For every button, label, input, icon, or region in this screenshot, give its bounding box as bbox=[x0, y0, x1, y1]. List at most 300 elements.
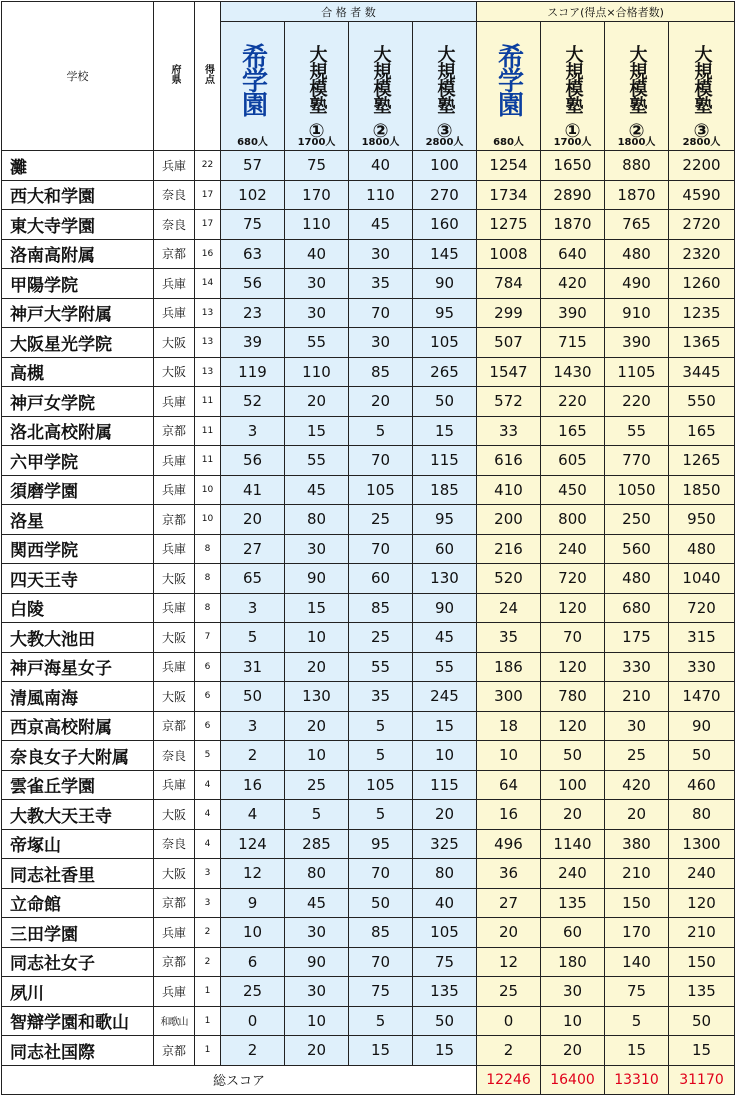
score-value: 20 bbox=[541, 1036, 605, 1066]
passers-count: 119 bbox=[221, 357, 285, 387]
points: 4 bbox=[195, 770, 221, 800]
score-value: 120 bbox=[541, 652, 605, 682]
score-value: 10 bbox=[477, 741, 541, 771]
prefecture: 京都 bbox=[154, 711, 195, 741]
passers-count: 35 bbox=[349, 269, 413, 299]
score-value: 1734 bbox=[477, 180, 541, 210]
column-number: ③ bbox=[436, 120, 453, 142]
passers-count: 45 bbox=[349, 210, 413, 240]
prefecture: 兵庫 bbox=[154, 770, 195, 800]
passers-count: 5 bbox=[221, 623, 285, 653]
score-value: 1850 bbox=[669, 475, 735, 505]
score-value: 135 bbox=[669, 977, 735, 1007]
table-row bbox=[2, 446, 735, 476]
score-value: 240 bbox=[669, 859, 735, 889]
table-row bbox=[2, 239, 735, 269]
prefecture: 奈良 bbox=[154, 829, 195, 859]
score-value: 15 bbox=[605, 1036, 669, 1066]
table-row bbox=[2, 269, 735, 299]
school-name: 帝塚山 bbox=[2, 829, 154, 859]
score-value: 186 bbox=[477, 652, 541, 682]
score-value: 420 bbox=[541, 269, 605, 299]
prefecture: 奈良 bbox=[154, 180, 195, 210]
score-column-header-1 bbox=[541, 22, 605, 151]
table-row bbox=[2, 151, 735, 181]
score-value: 480 bbox=[605, 239, 669, 269]
school-name: 灘 bbox=[2, 151, 154, 181]
passers-count: 5 bbox=[349, 741, 413, 771]
table-row bbox=[2, 505, 735, 535]
score-value: 1235 bbox=[669, 298, 735, 328]
prefecture: 兵庫 bbox=[154, 652, 195, 682]
prefecture: 兵庫 bbox=[154, 918, 195, 948]
school-name: 洛南高附属 bbox=[2, 239, 154, 269]
points: 4 bbox=[195, 829, 221, 859]
score-value: 50 bbox=[669, 741, 735, 771]
score-value: 550 bbox=[669, 387, 735, 417]
score-value: 572 bbox=[477, 387, 541, 417]
column-student-count: 1800人 bbox=[361, 137, 400, 148]
score-value: 250 bbox=[605, 505, 669, 535]
header-score-group: スコア(得点×合格者数) bbox=[477, 2, 735, 22]
score-value: 216 bbox=[477, 534, 541, 564]
score-value: 36 bbox=[477, 859, 541, 889]
score-value: 0 bbox=[477, 1006, 541, 1036]
passers-count: 40 bbox=[285, 239, 349, 269]
passers-count: 3 bbox=[221, 416, 285, 446]
passers-count: 245 bbox=[413, 682, 477, 712]
prefecture: 和歌山 bbox=[154, 1006, 195, 1036]
score-value: 715 bbox=[541, 328, 605, 358]
passers-count: 5 bbox=[285, 800, 349, 830]
passers-count: 52 bbox=[221, 387, 285, 417]
passers-count: 30 bbox=[349, 328, 413, 358]
passers-count: 90 bbox=[285, 564, 349, 594]
score-value: 1260 bbox=[669, 269, 735, 299]
total-score-large1: 16400 bbox=[541, 1065, 605, 1094]
prefecture: 兵庫 bbox=[154, 151, 195, 181]
score-value: 64 bbox=[477, 770, 541, 800]
passers-count: 185 bbox=[413, 475, 477, 505]
score-value: 1105 bbox=[605, 357, 669, 387]
passers-count: 56 bbox=[221, 446, 285, 476]
school-name: 立命館 bbox=[2, 888, 154, 918]
passers-count: 325 bbox=[413, 829, 477, 859]
prefecture: 大阪 bbox=[154, 328, 195, 358]
points: 3 bbox=[195, 888, 221, 918]
points: 14 bbox=[195, 269, 221, 299]
passers-count: 135 bbox=[413, 977, 477, 1007]
points: 6 bbox=[195, 711, 221, 741]
prefecture: 兵庫 bbox=[154, 269, 195, 299]
passers-count: 95 bbox=[413, 298, 477, 328]
column-name: 大規模塾 bbox=[626, 45, 648, 113]
score-value: 1870 bbox=[541, 210, 605, 240]
passers-count: 0 bbox=[221, 1006, 285, 1036]
passers-count: 110 bbox=[285, 357, 349, 387]
prefecture: 兵庫 bbox=[154, 298, 195, 328]
passers-count: 3 bbox=[221, 711, 285, 741]
school-name: 西京高校附属 bbox=[2, 711, 154, 741]
passers-count: 9 bbox=[221, 888, 285, 918]
passers-count: 115 bbox=[413, 446, 477, 476]
school-name: 洛北高校附属 bbox=[2, 416, 154, 446]
score-value: 1140 bbox=[541, 829, 605, 859]
passers-count: 63 bbox=[221, 239, 285, 269]
table-row bbox=[2, 475, 735, 505]
table-row bbox=[2, 888, 735, 918]
column-student-count: 680人 bbox=[493, 137, 524, 148]
passers-count: 90 bbox=[285, 947, 349, 977]
column-name: 希学園 bbox=[237, 43, 268, 115]
points: 1 bbox=[195, 1006, 221, 1036]
prefecture: 京都 bbox=[154, 416, 195, 446]
passers-count: 130 bbox=[413, 564, 477, 594]
column-number: ① bbox=[308, 120, 325, 142]
passers-count: 15 bbox=[413, 416, 477, 446]
passers-count: 30 bbox=[349, 239, 413, 269]
passers-count: 3 bbox=[221, 593, 285, 623]
passers-count: 105 bbox=[413, 328, 477, 358]
points: 16 bbox=[195, 239, 221, 269]
score-value: 300 bbox=[477, 682, 541, 712]
score-value: 210 bbox=[605, 682, 669, 712]
column-student-count: 680人 bbox=[237, 137, 268, 148]
column-student-count: 1800人 bbox=[617, 137, 656, 148]
passers-count: 45 bbox=[413, 623, 477, 653]
points: 11 bbox=[195, 446, 221, 476]
score-value: 450 bbox=[541, 475, 605, 505]
points: 13 bbox=[195, 357, 221, 387]
total-score-nozomi: 12246 bbox=[477, 1065, 541, 1094]
points: 2 bbox=[195, 947, 221, 977]
school-name: 神戸女学院 bbox=[2, 387, 154, 417]
table-row bbox=[2, 357, 735, 387]
score-value: 315 bbox=[669, 623, 735, 653]
school-name: 同志社女子 bbox=[2, 947, 154, 977]
school-name: 白陵 bbox=[2, 593, 154, 623]
score-value: 220 bbox=[605, 387, 669, 417]
column-name: 大規模塾 bbox=[562, 45, 584, 113]
school-name: 六甲学院 bbox=[2, 446, 154, 476]
school-name: 夙川 bbox=[2, 977, 154, 1007]
passers-count: 20 bbox=[285, 387, 349, 417]
prefecture: 兵庫 bbox=[154, 446, 195, 476]
score-value: 50 bbox=[669, 1006, 735, 1036]
score-value: 680 bbox=[605, 593, 669, 623]
score-value: 30 bbox=[541, 977, 605, 1007]
passers-count: 10 bbox=[285, 741, 349, 771]
passers-count: 35 bbox=[349, 682, 413, 712]
prefecture: 大阪 bbox=[154, 682, 195, 712]
school-name: 大教大天王寺 bbox=[2, 800, 154, 830]
score-value: 390 bbox=[605, 328, 669, 358]
score-value: 1470 bbox=[669, 682, 735, 712]
total-score-large3: 31170 bbox=[669, 1065, 735, 1094]
score-value: 605 bbox=[541, 446, 605, 476]
passers-count: 70 bbox=[349, 298, 413, 328]
score-value: 480 bbox=[669, 534, 735, 564]
school-name: 清風南海 bbox=[2, 682, 154, 712]
score-value: 90 bbox=[669, 711, 735, 741]
table-row bbox=[2, 859, 735, 889]
score-value: 16 bbox=[477, 800, 541, 830]
prefecture: 兵庫 bbox=[154, 977, 195, 1007]
passers-count: 2 bbox=[221, 1036, 285, 1066]
score-value: 480 bbox=[605, 564, 669, 594]
passers-count: 55 bbox=[349, 652, 413, 682]
prefecture: 兵庫 bbox=[154, 534, 195, 564]
score-value: 720 bbox=[541, 564, 605, 594]
score-value: 490 bbox=[605, 269, 669, 299]
score-value: 520 bbox=[477, 564, 541, 594]
points: 8 bbox=[195, 593, 221, 623]
prefecture: 京都 bbox=[154, 888, 195, 918]
column-number: ① bbox=[564, 120, 581, 142]
passers-count: 160 bbox=[413, 210, 477, 240]
school-name: 西大和学園 bbox=[2, 180, 154, 210]
points: 11 bbox=[195, 387, 221, 417]
school-name: 大教大池田 bbox=[2, 623, 154, 653]
table-row bbox=[2, 977, 735, 1007]
passers-count: 15 bbox=[285, 416, 349, 446]
points: 17 bbox=[195, 180, 221, 210]
passers-count: 90 bbox=[413, 269, 477, 299]
score-value: 2 bbox=[477, 1036, 541, 1066]
passers-count: 15 bbox=[413, 1036, 477, 1066]
passers-count: 75 bbox=[349, 977, 413, 1007]
table-row bbox=[2, 328, 735, 358]
score-value: 25 bbox=[477, 977, 541, 1007]
score-value: 27 bbox=[477, 888, 541, 918]
score-value: 3445 bbox=[669, 357, 735, 387]
score-value: 800 bbox=[541, 505, 605, 535]
score-value: 910 bbox=[605, 298, 669, 328]
score-value: 75 bbox=[605, 977, 669, 1007]
table-row bbox=[2, 387, 735, 417]
score-value: 420 bbox=[605, 770, 669, 800]
passers-count: 80 bbox=[285, 505, 349, 535]
passers-count: 15 bbox=[285, 593, 349, 623]
table-row bbox=[2, 652, 735, 682]
column-student-count: 2800人 bbox=[682, 137, 721, 148]
score-value: 80 bbox=[669, 800, 735, 830]
score-value: 616 bbox=[477, 446, 541, 476]
points: 8 bbox=[195, 534, 221, 564]
score-value: 1275 bbox=[477, 210, 541, 240]
passers-count: 170 bbox=[285, 180, 349, 210]
score-value: 180 bbox=[541, 947, 605, 977]
passers-count: 65 bbox=[221, 564, 285, 594]
score-value: 18 bbox=[477, 711, 541, 741]
passers-count: 265 bbox=[413, 357, 477, 387]
score-value: 20 bbox=[541, 800, 605, 830]
column-name: 希学園 bbox=[493, 43, 524, 115]
points: 1 bbox=[195, 977, 221, 1007]
score-value: 120 bbox=[541, 711, 605, 741]
passers-count: 105 bbox=[349, 475, 413, 505]
table-row bbox=[2, 210, 735, 240]
prefecture: 奈良 bbox=[154, 210, 195, 240]
points: 8 bbox=[195, 564, 221, 594]
score-value: 5 bbox=[605, 1006, 669, 1036]
school-name: 同志社国際 bbox=[2, 1036, 154, 1066]
school-name: 同志社香里 bbox=[2, 859, 154, 889]
score-value: 35 bbox=[477, 623, 541, 653]
school-name: 甲陽学院 bbox=[2, 269, 154, 299]
score-value: 135 bbox=[541, 888, 605, 918]
score-value: 2890 bbox=[541, 180, 605, 210]
prefecture: 京都 bbox=[154, 239, 195, 269]
column-student-count: 1700人 bbox=[297, 137, 336, 148]
table-row bbox=[2, 593, 735, 623]
score-value: 55 bbox=[605, 416, 669, 446]
table-row bbox=[2, 416, 735, 446]
points: 6 bbox=[195, 682, 221, 712]
school-name: 大阪星光学院 bbox=[2, 328, 154, 358]
passers-count: 50 bbox=[221, 682, 285, 712]
table-row bbox=[2, 682, 735, 712]
passers-count: 100 bbox=[413, 151, 477, 181]
passers-column-header-0 bbox=[221, 22, 285, 151]
score-value: 1547 bbox=[477, 357, 541, 387]
passers-count: 16 bbox=[221, 770, 285, 800]
passers-count: 60 bbox=[413, 534, 477, 564]
passers-count: 2 bbox=[221, 741, 285, 771]
table-row bbox=[2, 947, 735, 977]
passers-count: 5 bbox=[349, 1006, 413, 1036]
score-value: 170 bbox=[605, 918, 669, 948]
passers-count: 95 bbox=[413, 505, 477, 535]
passers-count: 40 bbox=[349, 151, 413, 181]
prefecture: 奈良 bbox=[154, 741, 195, 771]
passers-count: 80 bbox=[285, 859, 349, 889]
passers-count: 30 bbox=[285, 977, 349, 1007]
passers-count: 270 bbox=[413, 180, 477, 210]
score-value: 240 bbox=[541, 859, 605, 889]
passers-count: 110 bbox=[285, 210, 349, 240]
passers-count: 6 bbox=[221, 947, 285, 977]
score-value: 640 bbox=[541, 239, 605, 269]
passers-count: 5 bbox=[349, 416, 413, 446]
score-value: 950 bbox=[669, 505, 735, 535]
passers-count: 70 bbox=[349, 446, 413, 476]
passers-count: 23 bbox=[221, 298, 285, 328]
column-student-count: 1700人 bbox=[553, 137, 592, 148]
school-name: 奈良女子大附属 bbox=[2, 741, 154, 771]
total-score-large2: 13310 bbox=[605, 1065, 669, 1094]
table-row bbox=[2, 1006, 735, 1036]
points: 5 bbox=[195, 741, 221, 771]
score-value: 50 bbox=[541, 741, 605, 771]
score-value: 496 bbox=[477, 829, 541, 859]
score-value: 140 bbox=[605, 947, 669, 977]
score-value: 330 bbox=[605, 652, 669, 682]
passers-count: 5 bbox=[349, 711, 413, 741]
passers-count: 12 bbox=[221, 859, 285, 889]
prefecture: 大阪 bbox=[154, 564, 195, 594]
prefecture: 大阪 bbox=[154, 800, 195, 830]
table-row bbox=[2, 180, 735, 210]
score-value: 330 bbox=[669, 652, 735, 682]
points: 22 bbox=[195, 151, 221, 181]
column-number: ② bbox=[628, 120, 645, 142]
points: 13 bbox=[195, 328, 221, 358]
score-value: 2320 bbox=[669, 239, 735, 269]
passers-count: 10 bbox=[221, 918, 285, 948]
passers-count: 31 bbox=[221, 652, 285, 682]
score-value: 2200 bbox=[669, 151, 735, 181]
prefecture: 京都 bbox=[154, 1036, 195, 1066]
points: 7 bbox=[195, 623, 221, 653]
passers-count: 56 bbox=[221, 269, 285, 299]
passers-count: 20 bbox=[221, 505, 285, 535]
score-value: 165 bbox=[669, 416, 735, 446]
header-prefecture: 府県 bbox=[154, 2, 195, 151]
score-value: 1650 bbox=[541, 151, 605, 181]
score-value: 880 bbox=[605, 151, 669, 181]
school-name: 関西学院 bbox=[2, 534, 154, 564]
passers-count: 70 bbox=[349, 859, 413, 889]
score-value: 150 bbox=[669, 947, 735, 977]
passers-count: 40 bbox=[413, 888, 477, 918]
score-value: 1870 bbox=[605, 180, 669, 210]
table-row bbox=[2, 564, 735, 594]
passers-count: 102 bbox=[221, 180, 285, 210]
passers-count: 41 bbox=[221, 475, 285, 505]
score-value: 220 bbox=[541, 387, 605, 417]
column-name: 大規模塾 bbox=[691, 45, 713, 113]
passers-column-header-1 bbox=[285, 22, 349, 151]
table-row bbox=[2, 829, 735, 859]
column-student-count: 2800人 bbox=[425, 137, 464, 148]
column-name: 大規模塾 bbox=[434, 45, 456, 113]
passers-count: 70 bbox=[349, 947, 413, 977]
score-value: 10 bbox=[541, 1006, 605, 1036]
school-name: 神戸海星女子 bbox=[2, 652, 154, 682]
score-value: 507 bbox=[477, 328, 541, 358]
prefecture: 兵庫 bbox=[154, 387, 195, 417]
score-value: 410 bbox=[477, 475, 541, 505]
passers-count: 85 bbox=[349, 357, 413, 387]
score-value: 120 bbox=[541, 593, 605, 623]
score-value: 1365 bbox=[669, 328, 735, 358]
passers-count: 25 bbox=[221, 977, 285, 1007]
score-value: 380 bbox=[605, 829, 669, 859]
score-value: 120 bbox=[669, 888, 735, 918]
score-value: 1254 bbox=[477, 151, 541, 181]
passers-count: 124 bbox=[221, 829, 285, 859]
score-value: 175 bbox=[605, 623, 669, 653]
passers-count: 55 bbox=[285, 446, 349, 476]
table-row bbox=[2, 1036, 735, 1066]
passers-count: 70 bbox=[349, 534, 413, 564]
passers-count: 85 bbox=[349, 593, 413, 623]
passers-count: 20 bbox=[349, 387, 413, 417]
passers-count: 115 bbox=[413, 770, 477, 800]
passers-column-header-3 bbox=[413, 22, 477, 151]
passers-count: 55 bbox=[285, 328, 349, 358]
school-name: 須磨学園 bbox=[2, 475, 154, 505]
passers-count: 20 bbox=[285, 711, 349, 741]
passers-count: 15 bbox=[413, 711, 477, 741]
points: 6 bbox=[195, 652, 221, 682]
table-row bbox=[2, 741, 735, 771]
passers-count: 30 bbox=[285, 918, 349, 948]
passers-count: 39 bbox=[221, 328, 285, 358]
points: 10 bbox=[195, 475, 221, 505]
passers-count: 57 bbox=[221, 151, 285, 181]
